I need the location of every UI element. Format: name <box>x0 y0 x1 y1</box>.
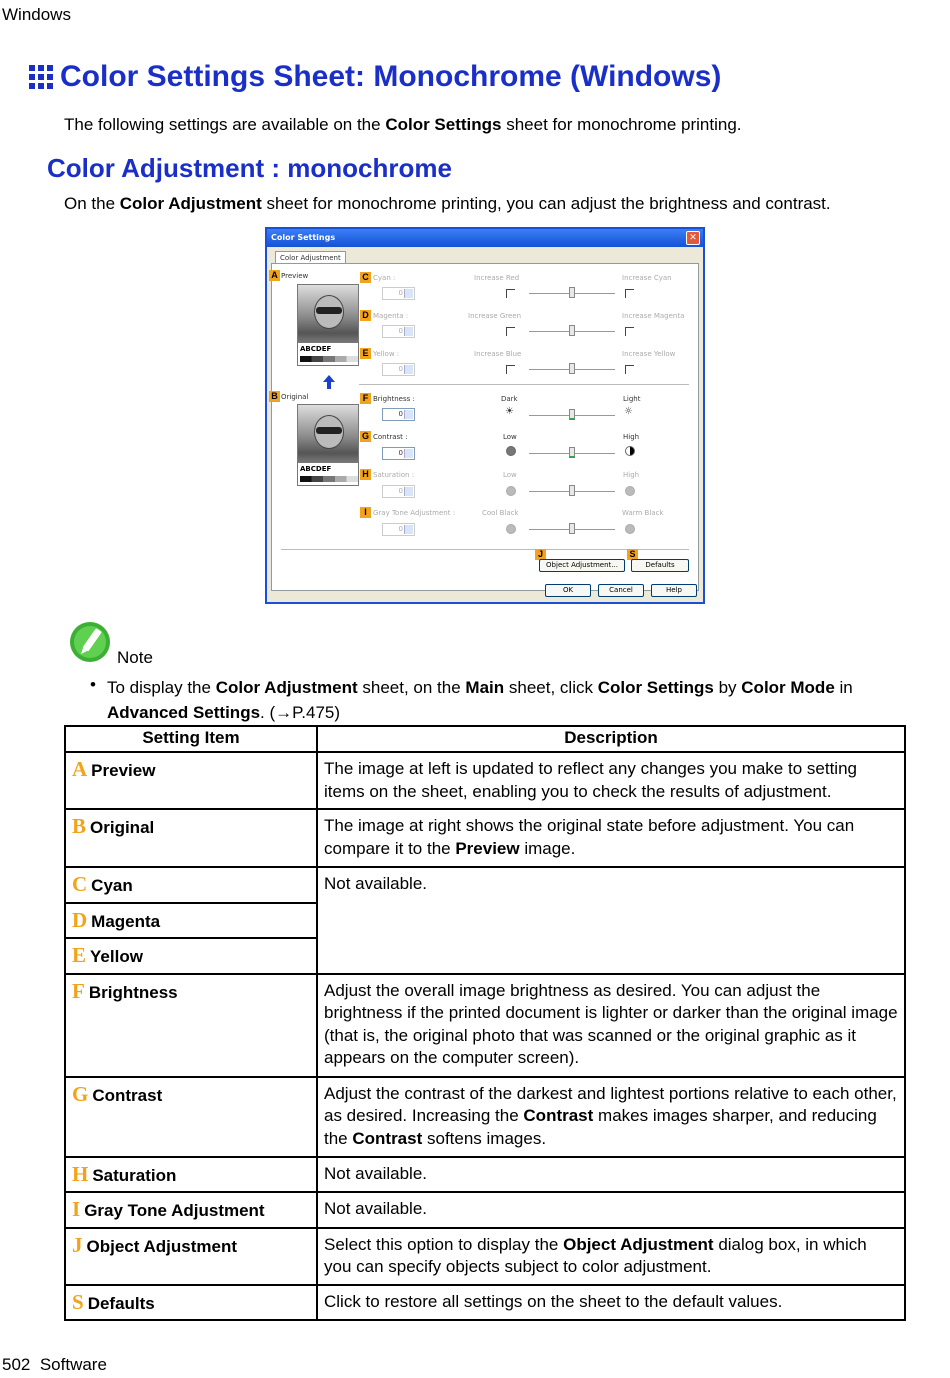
row-item-saturation: H Saturation <box>65 1157 317 1193</box>
magenta-high-icon <box>625 327 634 336</box>
table-header-row <box>65 726 905 752</box>
cyan-label: Cyan : <box>373 274 396 282</box>
cyan-low-icon <box>506 289 515 298</box>
original-image <box>297 404 359 486</box>
yellow-high-icon <box>625 365 634 374</box>
increase-blue-label: Increase Blue <box>474 350 522 358</box>
cyan-slider[interactable] <box>529 293 615 294</box>
saturation-high-icon <box>625 486 635 496</box>
yellow-stepper[interactable]: 0 <box>382 363 415 376</box>
preview-label: Preview <box>281 272 309 280</box>
row-item-cyan: C Cyan <box>65 867 317 903</box>
separator-line <box>359 384 689 385</box>
row-desc-gray-tone: Not available. <box>317 1192 905 1228</box>
arrow-up-icon <box>323 375 335 389</box>
saturation-low-label: Low <box>503 471 517 479</box>
note-label: Note <box>117 648 153 667</box>
col-description: Description <box>317 726 905 752</box>
brightness-slider[interactable] <box>529 415 615 416</box>
row-desc-defaults: Click to restore all settings on the sheet to the default values. <box>317 1285 905 1321</box>
saturation-low-icon <box>506 486 516 496</box>
note-text: To display the Color Adjustment sheet, on the Main sheet, click Color Settings by Color Mode in Advanced Settings. (→P.475) <box>107 678 853 722</box>
magenta-stepper[interactable]: 0 <box>382 325 415 338</box>
badge-h: H <box>360 469 371 480</box>
increase-cyan-label: Increase Cyan <box>622 274 672 282</box>
yellow-low-icon <box>506 365 515 374</box>
original-label: Original <box>281 393 309 401</box>
page-title <box>28 60 721 94</box>
contrast-slider[interactable] <box>529 453 615 454</box>
preview-image <box>297 284 359 366</box>
magenta-label: Magenta : <box>373 312 409 320</box>
cancel-button[interactable]: Cancel <box>598 584 644 597</box>
badge-i: I <box>360 507 371 518</box>
bullet-dot: • <box>90 675 96 694</box>
close-icon[interactable]: ✕ <box>686 231 700 245</box>
badge-d: D <box>360 310 371 321</box>
light-label: Light <box>623 395 641 403</box>
brightness-label: Brightness : <box>373 395 415 403</box>
help-button[interactable]: Help <box>651 584 697 597</box>
color-settings-dialog <box>265 227 705 604</box>
table-row <box>65 867 905 903</box>
grid-icon <box>28 64 54 90</box>
tab-color-adjustment[interactable]: Color Adjustment <box>275 251 346 264</box>
row-item-yellow: E Yellow <box>65 938 317 974</box>
contrast-high-icon <box>625 446 635 456</box>
row-item-contrast: G Contrast <box>65 1077 317 1157</box>
row-desc-object-adjustment: Select this option to display the Object Adjustment dialog box, in which you can specify objects subject to color adjustment. <box>317 1228 905 1285</box>
saturation-stepper[interactable]: 0 <box>382 485 415 498</box>
contrast-low-icon <box>506 446 516 456</box>
badge-a: A <box>269 270 280 281</box>
intro-paragraph: The following settings are available on the Color Settings sheet for monochrome printing. <box>64 115 742 134</box>
gray-tone-slider[interactable] <box>529 529 615 530</box>
row-item-magenta: D Magenta <box>65 903 317 939</box>
cool-black-icon <box>506 524 516 534</box>
contrast-label: Contrast : <box>373 433 408 441</box>
badge-b: B <box>269 391 280 402</box>
badge-c: C <box>360 272 371 283</box>
row-desc-original: The image at right shows the original state before adjustment. You can compare it to the Preview image. <box>317 809 905 867</box>
defaults-button[interactable]: Defaults <box>631 559 689 572</box>
table-row <box>65 1157 905 1193</box>
ok-button[interactable]: OK <box>545 584 591 597</box>
row-desc-brightness: Adjust the overall image brightness as desired. You can adjust the brightness if the printed document is lighter or darker than the original image (that is, the original photo that was scanned or the original graphic as it appears on the computer screen). <box>317 974 905 1077</box>
gray-tone-stepper[interactable]: 0 <box>382 523 415 536</box>
row-item-gray-tone: I Gray Tone Adjustment <box>65 1192 317 1228</box>
increase-red-label: Increase Red <box>474 274 520 282</box>
table-row <box>65 1228 905 1285</box>
increase-green-label: Increase Green <box>468 312 522 320</box>
warm-black-icon <box>625 524 635 534</box>
object-adjustment-button[interactable]: Object Adjustment... <box>539 559 625 572</box>
yellow-slider[interactable] <box>529 369 615 370</box>
badge-g: G <box>361 431 369 441</box>
settings-table <box>64 725 906 1321</box>
row-item-object-adjustment: J Object Adjustment <box>65 1228 317 1285</box>
row-desc-contrast: Adjust the contrast of the darkest and lightest portions relative to each other, as desired. Increasing the Contrast makes images sharper, and reducing the Contrast softens images. <box>317 1077 905 1157</box>
row-desc-saturation: Not available. <box>317 1157 905 1193</box>
row-desc-preview: The image at left is updated to reflect any changes you make to setting items on the sheet, enabling you to check the results of adjustment. <box>317 752 905 809</box>
table-row <box>65 752 905 809</box>
dark-label: Dark <box>501 395 518 403</box>
cyan-stepper[interactable]: 0 <box>382 287 415 300</box>
cool-black-label: Cool Black <box>482 509 519 517</box>
row-item-original: B Original <box>65 809 317 867</box>
row-item-preview: A Preview <box>65 752 317 809</box>
badge-e: E <box>360 348 371 359</box>
magenta-low-icon <box>506 327 515 336</box>
magenta-slider[interactable] <box>529 331 615 332</box>
original-sample-text: ABCDEF <box>298 463 358 485</box>
badge-s: S <box>627 549 638 560</box>
low-label: Low <box>503 433 517 441</box>
table-row <box>65 974 905 1077</box>
preview-sample-text: ABCDEF <box>298 343 358 365</box>
table-row <box>65 1192 905 1228</box>
increase-magenta-label: Increase Magenta <box>622 312 685 320</box>
page-header: Windows <box>2 5 71 24</box>
warm-black-label: Warm Black <box>622 509 664 517</box>
increase-yellow-label: Increase Yellow <box>622 350 676 358</box>
saturation-high-label: High <box>623 471 640 479</box>
sun-dark-icon: ☀ <box>505 406 514 417</box>
gray-tone-label: Gray Tone Adjustment : <box>373 509 456 517</box>
yellow-label: Yellow : <box>373 350 400 358</box>
page-footer: 502 Software <box>2 1355 107 1374</box>
cyan-high-icon <box>625 289 634 298</box>
section-title: Color Adjustment : monochrome <box>47 153 452 183</box>
brightness-stepper[interactable]: 0 <box>382 408 415 421</box>
table-row <box>65 1285 905 1321</box>
sun-light-icon: ☼ <box>624 406 633 417</box>
section-paragraph: On the Color Adjustment sheet for monochrome printing, you can adjust the brightness and contrast. <box>64 194 831 213</box>
high-label: High <box>623 433 640 441</box>
table-row <box>65 809 905 867</box>
row-item-brightness: F Brightness <box>65 974 317 1077</box>
pencil-note-icon <box>69 621 111 663</box>
badge-f: F <box>360 393 371 404</box>
row-item-defaults: S Defaults <box>65 1285 317 1321</box>
saturation-label: Saturation : <box>373 471 415 479</box>
dialog-title-bar: Color Settings <box>267 229 703 247</box>
row-desc-cmy: Not available. <box>317 867 905 974</box>
contrast-stepper[interactable]: 0 <box>382 447 415 460</box>
saturation-slider[interactable] <box>529 491 615 492</box>
title-text: Color Settings Sheet: Monochrome (Windows) <box>60 60 722 93</box>
table-row <box>65 1077 905 1157</box>
col-setting-item: Setting Item <box>65 726 317 752</box>
badge-j: J <box>535 549 546 560</box>
